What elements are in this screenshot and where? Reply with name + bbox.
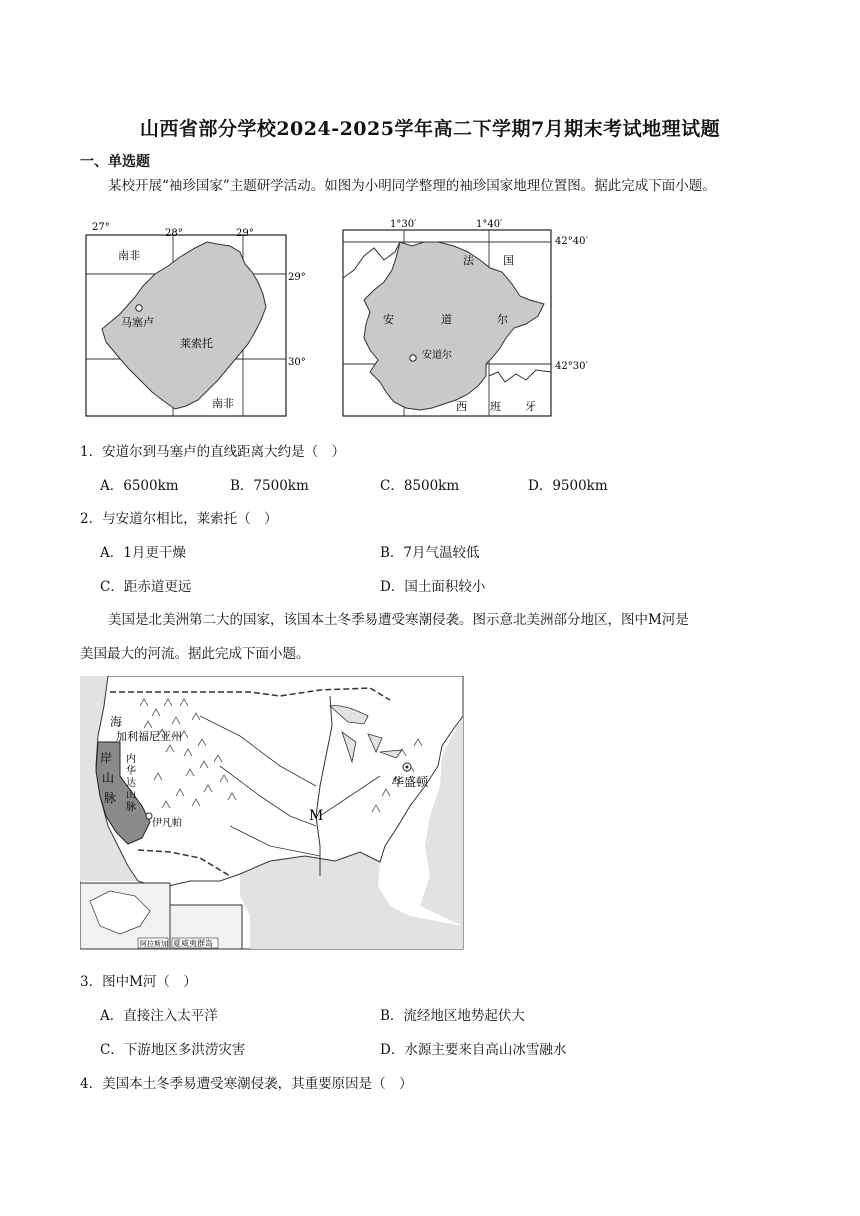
question-1-stem: 1．安道尔到马塞卢的直线距离大约是（ ）: [80, 444, 346, 460]
lon-label-27: 27°: [92, 222, 110, 233]
label-andorra-3: 尔: [497, 313, 508, 326]
lon-label-28: 28°: [165, 228, 183, 239]
label-nevada-4: 山: [126, 790, 136, 801]
andorra-country-shape: [364, 242, 544, 410]
question-3-stem: 3．图中M河（ ）: [80, 974, 197, 990]
label-california: 加利福尼亚州: [116, 730, 182, 743]
label-nevada-2: 华: [126, 766, 136, 777]
label-spain-1: 西: [456, 400, 467, 413]
question-1-option-a[interactable]: A．6500km: [100, 478, 179, 494]
intro-paragraph-2-line-2: 美国最大的河流。据此完成下面小题。: [80, 646, 310, 662]
label-nevada-1: 内: [126, 754, 136, 765]
question-3-option-a[interactable]: A．直接注入太平洋: [100, 1008, 218, 1024]
question-3-option-b[interactable]: B．流经地区地势起伏大: [380, 1008, 525, 1024]
label-hai: 海: [110, 715, 123, 729]
label-nevada-5: 脉: [126, 802, 136, 813]
label-capital: 安道尔: [422, 350, 452, 361]
lat-label-42-30: 42°30′: [555, 361, 588, 372]
label-alaska: 阿拉斯加: [140, 940, 168, 948]
question-3-option-c[interactable]: C．下游地区多洪涝灾害: [100, 1042, 246, 1058]
andorra-la-vella-marker: [410, 355, 416, 361]
north-america-map: [80, 676, 464, 952]
label-an: 岸: [100, 751, 113, 765]
page-title: 山西省部分学校2024-2025学年高二下学期7月期末考试地理试题: [139, 118, 721, 140]
lesotho-map: [80, 222, 320, 422]
label-spain-3: 牙: [525, 400, 536, 413]
label-ivanpah: 伊凡帕: [152, 818, 182, 829]
question-1-option-d[interactable]: D．9500km: [528, 478, 608, 494]
section-heading: 一、单选题: [80, 154, 150, 170]
label-nevada-3: 达: [126, 778, 136, 789]
label-andorra-1: 安: [383, 313, 394, 326]
label-andorra-2: 道: [441, 313, 452, 326]
label-south-africa-top: 南非: [118, 249, 140, 262]
lon-label-1-40: 1°40′: [476, 219, 503, 230]
question-1-option-b[interactable]: B．7500km: [230, 478, 309, 494]
lat-label-42-40: 42°40′: [555, 236, 588, 247]
label-washington: 华盛顿: [392, 775, 429, 789]
intro-paragraph-2-line-1: 美国是北美洲第二大的国家，该国本土冬季易遭受寒潮侵袭。图示意北美洲部分地区，图中M河是: [108, 612, 689, 628]
label-hawaii: 夏威夷群岛: [173, 939, 213, 948]
label-france-1: 法: [463, 254, 474, 267]
label-m-river: M: [309, 808, 324, 824]
label-maseru: 马塞卢: [121, 316, 154, 329]
maseru-marker: [136, 305, 142, 311]
label-mai: 脉: [104, 791, 117, 805]
question-2-option-a[interactable]: A．1月更干燥: [100, 545, 186, 561]
question-2-option-d[interactable]: D．国土面积较小: [380, 579, 486, 595]
label-france-2: 国: [503, 254, 514, 267]
question-2-option-c[interactable]: C．距赤道更远: [100, 579, 192, 595]
lon-label-1-30: 1°30′: [390, 219, 417, 230]
question-2-option-b[interactable]: B．7月气温较低: [380, 545, 480, 561]
label-spain-2: 班: [490, 400, 501, 413]
lon-label-29: 29°: [236, 228, 254, 239]
label-south-africa-bottom: 南非: [212, 397, 234, 410]
lat-label-29: 29°: [288, 272, 306, 283]
lat-label-30: 30°: [288, 357, 306, 368]
question-4-stem: 4．美国本土冬季易遭受寒潮侵袭，其重要原因是（ ）: [80, 1076, 413, 1092]
question-1-option-c[interactable]: C．8500km: [380, 478, 460, 494]
question-2-stem: 2．与安道尔相比，莱索托（ ）: [80, 511, 278, 527]
label-shan: 山: [102, 771, 115, 785]
label-lesotho: 莱索托: [180, 337, 213, 350]
andorra-map: [340, 212, 620, 422]
intro-paragraph-1: 某校开展“袖珍国家”主题研学活动。如图为小明同学整理的袖珍国家地理位置图。据此完成下面小题。: [108, 178, 716, 194]
question-3-option-d[interactable]: D．水源主要来自高山冰雪融水: [380, 1042, 567, 1058]
